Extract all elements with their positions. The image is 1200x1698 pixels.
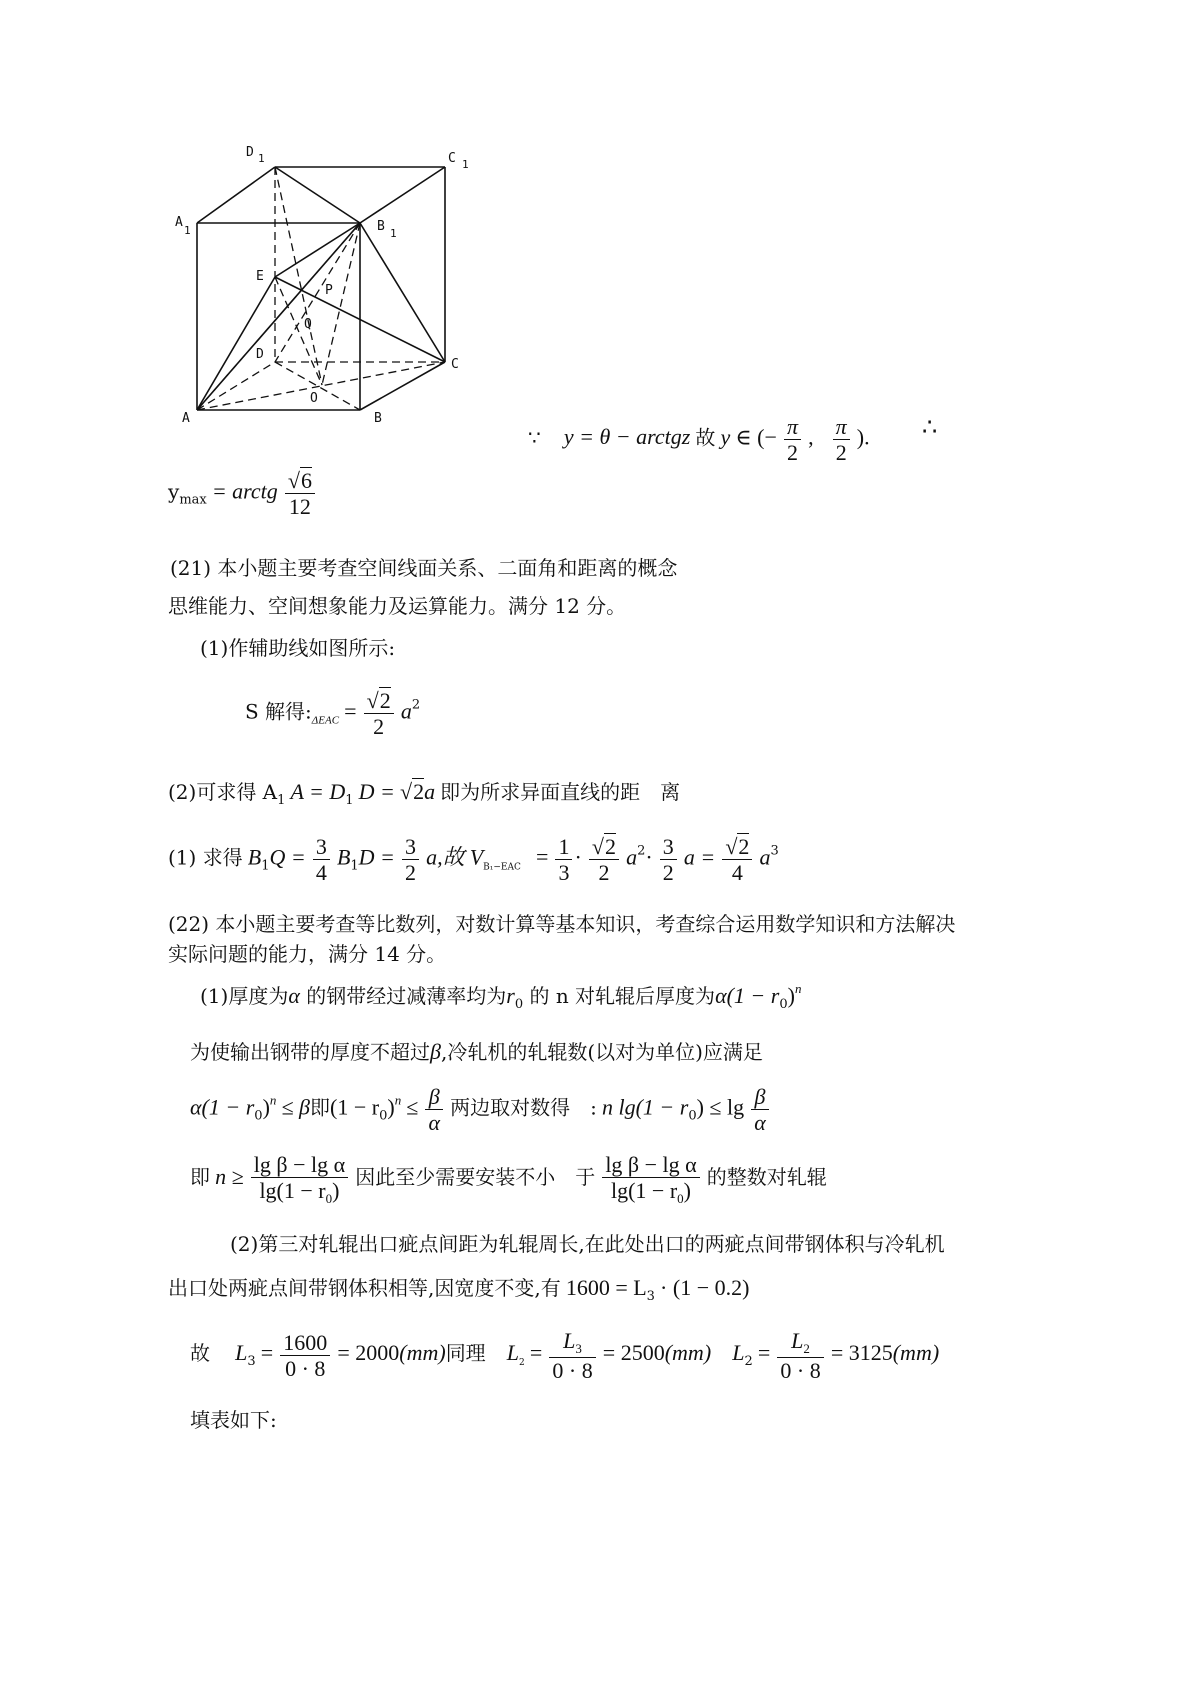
pi-over-2-fraction: $\frac{\pi}{2}$ — [784, 414, 801, 466]
cube-figure — [170, 140, 510, 440]
q21-heading: (21) 本小题主要考查空间线面关系、二面角和距离的概念 — [170, 556, 678, 580]
q22-part1-line2: 为使输出钢带的厚度不超过β,冷轧机的轧辊数(以对为单位)应满足 — [190, 1039, 763, 1064]
ymax-line: $y_{max}$ = arctg $\frac{√6}{12}$ — [168, 468, 317, 520]
label-B1: B — [377, 219, 385, 234]
svg-text:1: 1 — [390, 227, 397, 240]
fill-table-text: 填表如下: — [190, 1408, 277, 1432]
label-A: A — [182, 411, 190, 426]
q21-part1: (1)作辅助线如图所示: — [200, 636, 396, 660]
pi-over-2-fraction-2: $\frac{\pi}{2}$ — [833, 414, 850, 466]
q22-heading: (22) 本小题主要考查等比数列，对数计算等基本知识，考查综合运用数学知识和方法解决 — [168, 912, 956, 936]
label-O: O — [310, 391, 318, 406]
label-C: C — [451, 357, 459, 372]
q22-line2: 实际问题的能力，满分 14 分。 — [168, 942, 447, 966]
q22-result-line: 故 $L_3$ = $\frac{1600}{0 \cdot 8}$ = 2000(mm)同理 $L_2$ = $\frac{L_3}{0 \cdot 8}$ = 2500(mm) $L_2$ = $\frac{L_2}{0 \cdot 8}$ = 3125(mm) — [190, 1328, 940, 1383]
label-A1: A — [175, 215, 183, 230]
label-P: P — [325, 283, 333, 298]
svg-text:1: 1 — [462, 158, 469, 171]
q21-volume-line: (1) 求得 $B_1Q$ = $\frac{3}{4}$ $B_1D$ = $\frac{3}{2}$ a,故 $V_{B_1-EAC}$ = $\frac{1}{3}$ · $\frac{√2}{2}$ $a^2\cdot$ $\frac{3}{2}$ a = $\frac{√2}{4}$ $a^3$ — [168, 834, 779, 886]
q22-n-line: 即 n ≥ $\frac{\text{lg β − lg α}}{\lg(1 - r_0)}$ 因此至少需要安装不小 于 $\frac{\text{lg β − lg α}}{\lg(1 - r_0)}$ 的整数对轧辊 — [190, 1152, 827, 1207]
label-C1: C — [448, 151, 456, 166]
q21-line2: 思维能力、空间想象能力及运算能力。满分 12 分。 — [168, 594, 627, 618]
q22-part1-line: (1)厚度为α 的钢带经过减薄率均为$r_0$ 的 n 对轧辊后厚度为$\alpha(1 - r_0)^n$ — [200, 981, 802, 1012]
label-B: B — [374, 411, 382, 426]
label-E: E — [256, 269, 264, 284]
q22-part2-line2: 出口处两疵点间带钢体积相等,因宽度不变,有 $1600 = L_3 \cdot (1 - 0.2)$ — [168, 1275, 750, 1304]
svg-text:1: 1 — [184, 224, 191, 237]
therefore-symbol: ∴ — [922, 413, 938, 441]
q22-inequality-line: $\alpha(1 - r_0)^n \le \beta$即$(1 - r_0)^n$ ≤ $\frac{\beta}{\alpha}$ 两边取对数得 : n $\lg(1 - r_0) \le \lg$ $\frac{\beta}{\alpha}$ — [190, 1084, 771, 1136]
because-line: ∵ y = θ − arctgz 故 y ∈ (− $\frac{\pi}{2}$ , $\frac{\pi}{2}$ ). — [528, 414, 870, 466]
label-Q: Q — [304, 317, 312, 332]
q22-part2-line: (2)第三对轧辊出口疵点间距为轧辊周长,在此处出口的两疵点间带钢体积与冷轧机 — [230, 1232, 945, 1256]
label-D: D — [256, 347, 264, 362]
q21-area-line: S 解得$:_{\Delta EAC}$ = $\frac{√2}{2}$ $a^2$ — [245, 688, 421, 740]
label-D1: D — [246, 145, 254, 160]
svg-text:1: 1 — [258, 152, 265, 165]
q21-part2-line: (2)可求得 $A_1$ $A = D_1$ D = √2a 即为所求异面直线的距 离 — [168, 779, 681, 808]
